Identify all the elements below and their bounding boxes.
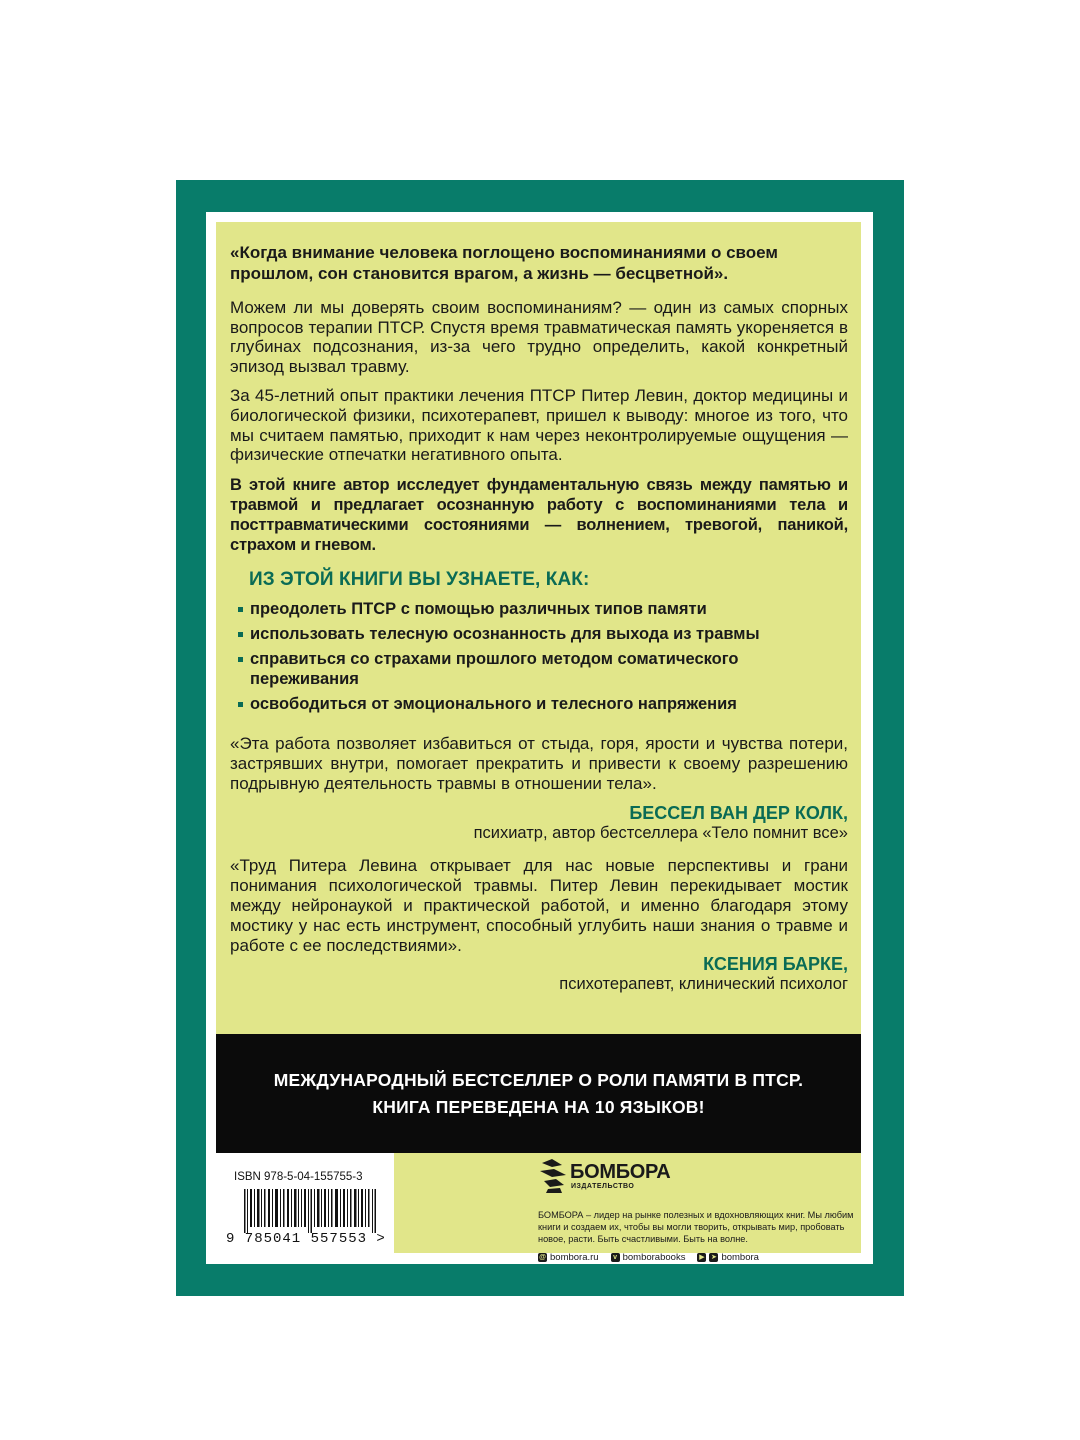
banner-line-1: МЕЖДУНАРОДНЫЙ БЕСТСЕЛЛЕР О РОЛИ ПАМЯТИ В ПТСР.	[273, 1070, 804, 1090]
review-2-role: психотерапевт, клинический психолог	[559, 974, 848, 993]
publisher-name: БОМБОРА	[570, 1161, 671, 1183]
bestseller-banner	[216, 1034, 861, 1153]
paragraph-1: Можем ли мы доверять своим воспоминаниям? — один из самых спорных вопросов терапии ПТСР. Спустя время травматическая память укореняется в глубинах подсознания, из-за чего трудно определить, какой конкретный эпизод вызвал травму.	[230, 298, 848, 376]
publisher-description: БОМБОРА – лидер на рынке полезных и вдохновляющих книг. Мы любим книги и создаем их, чтобы вы могли творить, открывать мир, пробовать новое, расти. Быть счастливыми. Быть на волне.	[538, 1210, 854, 1244]
social-vk[interactable]: v bomborabooks	[611, 1252, 686, 1263]
social-links	[538, 1252, 858, 1263]
book-back-cover	[176, 180, 904, 1296]
review-1-role: психиатр, автор бестселлера «Тело помнит все»	[473, 823, 848, 842]
review-1-text: «Эта работа позволяет избавиться от стыда, горя, ярости и чувства потери, застрявших внутри, помогает прекратить и привести к своему разрешению подрывную деятельность травмы в отношении тела».	[230, 733, 848, 793]
learn-list	[230, 599, 848, 714]
youtube-icon: ▶	[699, 1254, 705, 1261]
paragraph-3-bold: В этой книге автор исследует фундаментальную связь между памятью и травмой и предлагает осознанную работу с воспоминаниями тела и посттравматическими состояниями — волнением, тревогой, паникой, страхом и гневом.	[230, 475, 848, 554]
isbn-block	[216, 1153, 394, 1264]
review-1-author: БЕССЕЛ ВАН ДЕР КОЛК,	[629, 802, 848, 823]
list-item: преодолеть ПТСР с помощью различных типов памяти	[230, 599, 848, 619]
banner-line-2: КНИГА ПЕРЕВЕДЕНА НА 10 ЯЗЫКОВ!	[372, 1097, 705, 1117]
list-item: справиться со страхами прошлого методом соматического переживания	[230, 649, 848, 689]
vk-icon: v	[611, 1253, 620, 1262]
globe-icon: @	[539, 1254, 546, 1261]
barcode-icon	[244, 1189, 376, 1233]
telegram-icon: ➤	[711, 1254, 717, 1261]
white-frame	[206, 212, 873, 1264]
yellow-panel	[216, 222, 861, 1263]
bullet-icon	[238, 702, 243, 707]
list-item: использовать телесную осознанность для выхода из травмы	[230, 624, 848, 644]
isbn-label: ISBN 978-5-04-155755-3	[234, 1171, 363, 1183]
barcode-digits: 9 785041 557553 >	[226, 1231, 386, 1247]
cover-text	[230, 242, 848, 994]
epigraph-quote: «Когда внимание человека поглощено воспоминаниями о своем прошлом, сон становится врагом, а жизнь — бесцветной».	[230, 243, 778, 283]
review-2-text: «Труд Питера Левина открывает для нас новые перспективы и грани понимания психологической травмы. Питер Левин перекидывает мостик между нейронаукой и практической работой, и именно благодаря этому мостику у нас есть инструмент, способный углубить наши знания о травме и работе с ее последствиями».	[230, 855, 848, 955]
list-item: освободиться от эмоционального и телесного напряжения	[230, 694, 848, 714]
bombora-logo-icon	[538, 1159, 568, 1193]
bullet-icon	[238, 607, 243, 612]
bullet-icon	[238, 657, 243, 662]
learn-heading: ИЗ ЭТОЙ КНИГИ ВЫ УЗНАЕТЕ, КАК:	[249, 568, 590, 590]
review-2-author: КСЕНИЯ БАРКЕ,	[703, 953, 848, 974]
publisher-block	[538, 1159, 858, 1263]
paragraph-2: За 45-летний опыт практики лечения ПТСР Питер Левин, доктор медицины и биологической физики, психотерапевт, пришел к выводу: многое из того, что мы считаем памятью, приходит к нам через неконтролируемые ощущения — физические отпечатки негативного опыта.	[230, 386, 848, 465]
publisher-subtitle: ИЗДАТЕЛЬСТВО	[571, 1183, 635, 1190]
social-telegram[interactable]: ▶ ➤ bombora	[699, 1252, 759, 1263]
bullet-icon	[238, 632, 243, 637]
social-site[interactable]: @ bombora.ru	[539, 1252, 599, 1263]
publisher-logo	[538, 1159, 858, 1197]
